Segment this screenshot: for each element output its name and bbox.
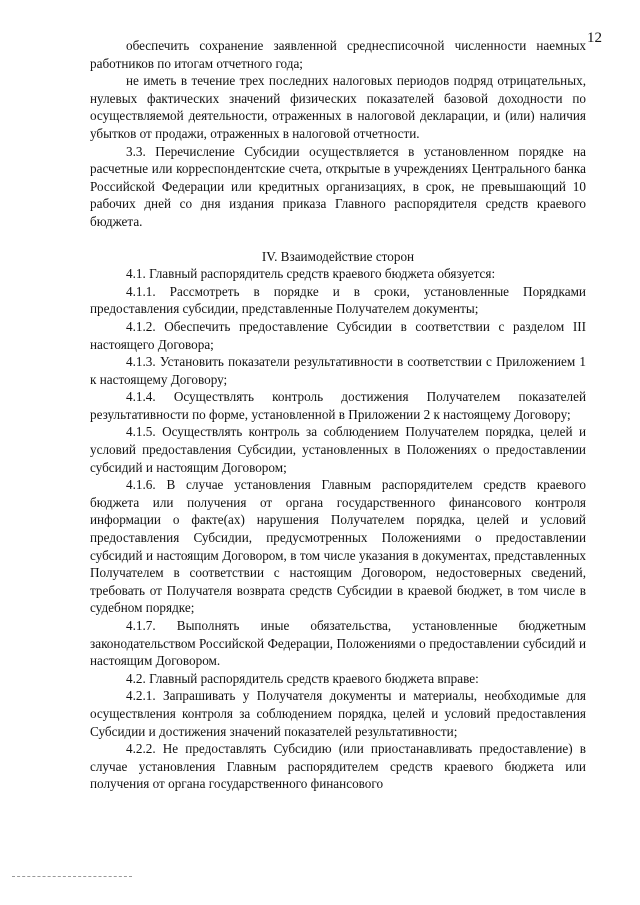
page-number: 12	[587, 30, 602, 46]
paragraph: 4.1.4. Осуществлять контроль достижения Получателем показателей результативности по форме, установленной в Приложении 2 к настоящему Договору;	[90, 389, 586, 422]
paragraph: 4.2.1. Запрашивать у Получателя документы и материалы, необходимые для осуществления контроля за соблюдением порядка, целей и условий предоставления Субсидии и достижения значений показателей результативности;	[90, 688, 586, 739]
paragraph: 4.1.5. Осуществлять контроль за соблюдением Получателем порядка, целей и условий предоставления Субсидии, установленных в Положениях о предоставлении субсидий и настоящим Договором;	[90, 424, 586, 475]
paragraph: 4.1.3. Установить показатели результативности в соответствии с Приложением 1 к настоящему Договору;	[90, 354, 586, 387]
document-body	[90, 37, 586, 793]
paragraph: 4.2. Главный распорядитель средств краевого бюджета вправе:	[126, 670, 479, 686]
paragraph: 4.1.6. В случае установления Главным распорядителем средств краевого бюджета или получения от органа государственного финансового контроля информации о факте(ах) нарушения Получателем порядка, целей и условий предоставления Субсидии, предусмотренных Положениями о предоставлении субсидий и настоящим Договором, в том числе указания в документах, представленных Получателем в соответствии с настоящим Договором, недостоверных сведений, требовать от Получателя возврата средств Субсидии в краевой бюджет, в том числе в судебном порядке;	[90, 477, 586, 616]
paragraph: 4.1.7. Выполнять иные обязательства, установленные бюджетным законодательством Российской Федерации, Положениями о предоставлении субсидий и настоящим Договором.	[90, 618, 586, 669]
section-heading: IV. Взаимодействие сторон	[261, 248, 415, 264]
paragraph: 4.2.2. Не предоставлять Субсидию (или приостанавливать предоставление) в случае установления Главным распорядителем средств краевого бюджета или получения от органа государственного финансового	[90, 741, 586, 792]
paragraph: 4.1.1. Рассмотреть в порядке и в сроки, установленные Порядками предоставления субсидии, представленные Получателем документы;	[90, 283, 586, 317]
paragraph: не иметь в течение трех последних налоговых периодов подряд отрицательных, нулевых фактических значений физических показателей базовой доходности по осуществляемой деятельности, отраженных в налоговой декларации, и (или) наличия убытков от продажи, отраженных в налоговой отчетности.	[90, 73, 586, 141]
scan-artifact-line	[12, 876, 132, 878]
paragraph: 4.1.2. Обеспечить предоставление Субсидии в соответствии с разделом III настоящего Договора;	[90, 318, 586, 352]
paragraph: обеспечить сохранение заявленной среднесписочной численности наемных работников по итогам отчетного года;	[90, 38, 586, 71]
paragraph: 3.3. Перечисление Субсидии осуществляется в установленном порядке на расчетные или корреспондентские счета, открытые в учреждениях Центрального банка Российской Федерации или кредитных организациях, в срок, не превышающий 10 рабочих дней со дня издания приказа Главного распорядителя средств краевого бюджета.	[90, 143, 586, 229]
paragraph: 4.1. Главный распорядитель средств краевого бюджета обязуется:	[126, 266, 496, 282]
